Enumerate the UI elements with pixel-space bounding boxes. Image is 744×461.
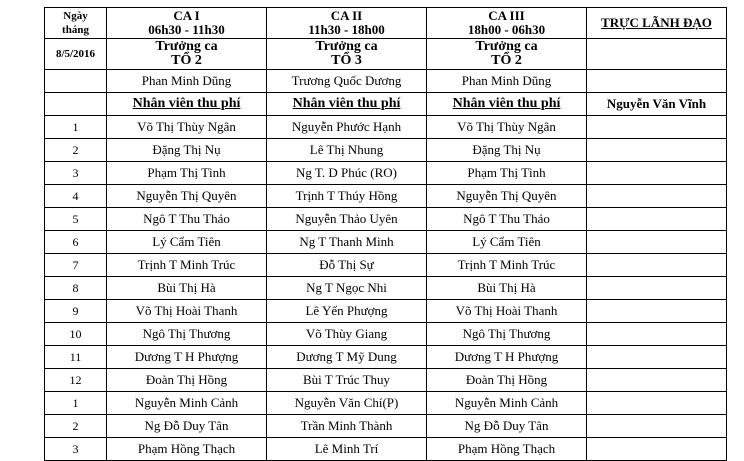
shift-3-staff-name: Ngô Thị Thương [427, 323, 587, 346]
shift-2-staff-name: Lê Thị Nhung [267, 139, 427, 162]
staff-header-row [45, 93, 727, 116]
staff-row [45, 300, 727, 323]
shift-3-staff-name: Dương T H Phượng [427, 346, 587, 369]
shift-2-staff-name: Nguyễn Văn Chí(P) [267, 392, 427, 415]
shift-1-staff-name: Ngô T Thu Thảo [107, 208, 267, 231]
shift-2-leader-name: Trương Quốc Dương [267, 70, 427, 93]
shift-2-staff-name: Ng T Ngọc Nhi [267, 277, 427, 300]
shift-1-staff-name: Võ Thị Thùy Ngân [107, 116, 267, 139]
staff-row [45, 254, 727, 277]
shift-1-staff-name: Phạm Thị Tình [107, 162, 267, 185]
shift-2-staff-name: Trịnh T Thúy Hồng [267, 185, 427, 208]
staff-row [45, 116, 727, 139]
staff-row [45, 277, 727, 300]
leadership-empty [587, 231, 727, 254]
team-leader-row [45, 39, 727, 70]
leadership-empty [587, 277, 727, 300]
leadership-empty [587, 254, 727, 277]
row-number: 12 [45, 369, 107, 392]
staff-row [45, 208, 727, 231]
leadership-empty [587, 323, 727, 346]
shift-3-staff-name: Lý Cẩm Tiên [427, 231, 587, 254]
shift-1-staff-name: Ngô Thị Thương [107, 323, 267, 346]
shift-2-staff-header: Nhân viên thu phí [267, 93, 427, 116]
team-leader-name-row [45, 70, 727, 93]
date-cell: 8/5/2016 [45, 39, 107, 70]
row-number: 1 [45, 116, 107, 139]
shift-3-staff-header: Nhân viên thu phí [427, 93, 587, 116]
shift-3-header: CA III 18h00 - 06h30 [427, 8, 587, 39]
shift-1-staff-name: Ng Đỗ Duy Tân [107, 415, 267, 438]
shift-1-staff-name: Phạm Hồng Thạch [107, 438, 267, 461]
shift-1-staff-name: Trịnh T Minh Trúc [107, 254, 267, 277]
row-number: 11 [45, 346, 107, 369]
staff-row [45, 438, 727, 461]
shift-1-staff-header: Nhân viên thu phí [107, 93, 267, 116]
leadership-empty [587, 438, 727, 461]
shift-1-header: CA I 06h30 - 11h30 [107, 8, 267, 39]
shift-2-staff-name: Lê Minh Trí [267, 438, 427, 461]
shift-1-staff-name: Đoàn Thị Hồng [107, 369, 267, 392]
header-row [45, 8, 727, 39]
shift-2-staff-name: Đỗ Thị Sự [267, 254, 427, 277]
leadership-empty [587, 185, 727, 208]
staff-row [45, 346, 727, 369]
staff-row [45, 392, 727, 415]
row-number: 4 [45, 185, 107, 208]
leadership-empty [587, 162, 727, 185]
shift-3-staff-name: Võ Thị Hoài Thanh [427, 300, 587, 323]
shift-1-staff-name: Bùi Thị Hà [107, 277, 267, 300]
shift-3-staff-name: Trịnh T Minh Trúc [427, 254, 587, 277]
shift-3-staff-name: Phạm Hồng Thạch [427, 438, 587, 461]
shift-3-staff-name: Đặng Thị Nụ [427, 139, 587, 162]
shift-3-staff-name: Đoàn Thị Hồng [427, 369, 587, 392]
shift-3-staff-name: Ng Đỗ Duy Tân [427, 415, 587, 438]
shift-1-leader-name: Phan Minh Dũng [107, 70, 267, 93]
staff-row [45, 162, 727, 185]
leadership-empty [587, 39, 727, 70]
shift-1-staff-name: Nguyễn Minh Cảnh [107, 392, 267, 415]
shift-3-staff-name: Phạm Thị Tình [427, 162, 587, 185]
shift-1-staff-name: Nguyễn Thị Quyên [107, 185, 267, 208]
row-number: 6 [45, 231, 107, 254]
empty-cell [45, 93, 107, 116]
row-number: 5 [45, 208, 107, 231]
row-number: 2 [45, 415, 107, 438]
row-number: 3 [45, 438, 107, 461]
row-number: 3 [45, 162, 107, 185]
staff-row [45, 139, 727, 162]
shift-3-team: Trưởng ca TỔ 2 [427, 39, 587, 70]
shift-2-staff-name: Ng T Thanh Minh [267, 231, 427, 254]
shift-3-staff-name: Bùi Thị Hà [427, 277, 587, 300]
shift-1-team: Trưởng ca TỔ 2 [107, 39, 267, 70]
leadership-empty [587, 369, 727, 392]
row-number: 10 [45, 323, 107, 346]
empty-cell [45, 70, 107, 93]
shift-3-staff-name: Nguyễn Thị Quyên [427, 185, 587, 208]
staff-row [45, 415, 727, 438]
leadership-empty [587, 300, 727, 323]
shift-2-staff-name: Lê Yến Phượng [267, 300, 427, 323]
shift-2-team: Trưởng ca TỔ 3 [267, 39, 427, 70]
shift-2-staff-name: Ng T. D Phúc (RO) [267, 162, 427, 185]
staff-row [45, 185, 727, 208]
row-number: 1 [45, 392, 107, 415]
leadership-empty [587, 415, 727, 438]
shift-2-staff-name: Dương T Mỹ Dung [267, 346, 427, 369]
staff-row [45, 323, 727, 346]
shift-1-staff-name: Lý Cẩm Tiên [107, 231, 267, 254]
shift-2-staff-name: Bùi T Trúc Thuy [267, 369, 427, 392]
row-number: 7 [45, 254, 107, 277]
shift-schedule-table [44, 7, 727, 461]
shift-3-staff-name: Ngô T Thu Thảo [427, 208, 587, 231]
leadership-empty [587, 208, 727, 231]
shift-1-staff-name: Đặng Thị Nụ [107, 139, 267, 162]
shift-2-header: CA II 11h30 - 18h00 [267, 8, 427, 39]
leadership-empty [587, 139, 727, 162]
shift-2-staff-name: Trần Minh Thành [267, 415, 427, 438]
shift-2-staff-name: Nguyễn Thảo Uyên [267, 208, 427, 231]
shift-2-staff-name: Võ Thùy Giang [267, 323, 427, 346]
row-number: 8 [45, 277, 107, 300]
leadership-empty [587, 346, 727, 369]
leadership-empty [587, 392, 727, 415]
leader-on-duty: Nguyễn Văn Vĩnh [587, 93, 727, 116]
staff-row [45, 231, 727, 254]
shift-1-staff-name: Võ Thị Hoài Thanh [107, 300, 267, 323]
shift-3-staff-name: Võ Thị Thùy Ngân [427, 116, 587, 139]
row-number: 2 [45, 139, 107, 162]
shift-1-staff-name: Dương T H Phượng [107, 346, 267, 369]
leadership-empty [587, 70, 727, 93]
leadership-empty [587, 116, 727, 139]
row-number: 9 [45, 300, 107, 323]
date-column-header: Ngày tháng [45, 8, 107, 39]
shift-3-leader-name: Phan Minh Dũng [427, 70, 587, 93]
staff-row [45, 369, 727, 392]
shift-3-staff-name: Nguyễn Minh Cảnh [427, 392, 587, 415]
shift-2-staff-name: Nguyễn Phước Hạnh [267, 116, 427, 139]
leadership-header: TRỰC LÃNH ĐẠO [587, 8, 727, 39]
